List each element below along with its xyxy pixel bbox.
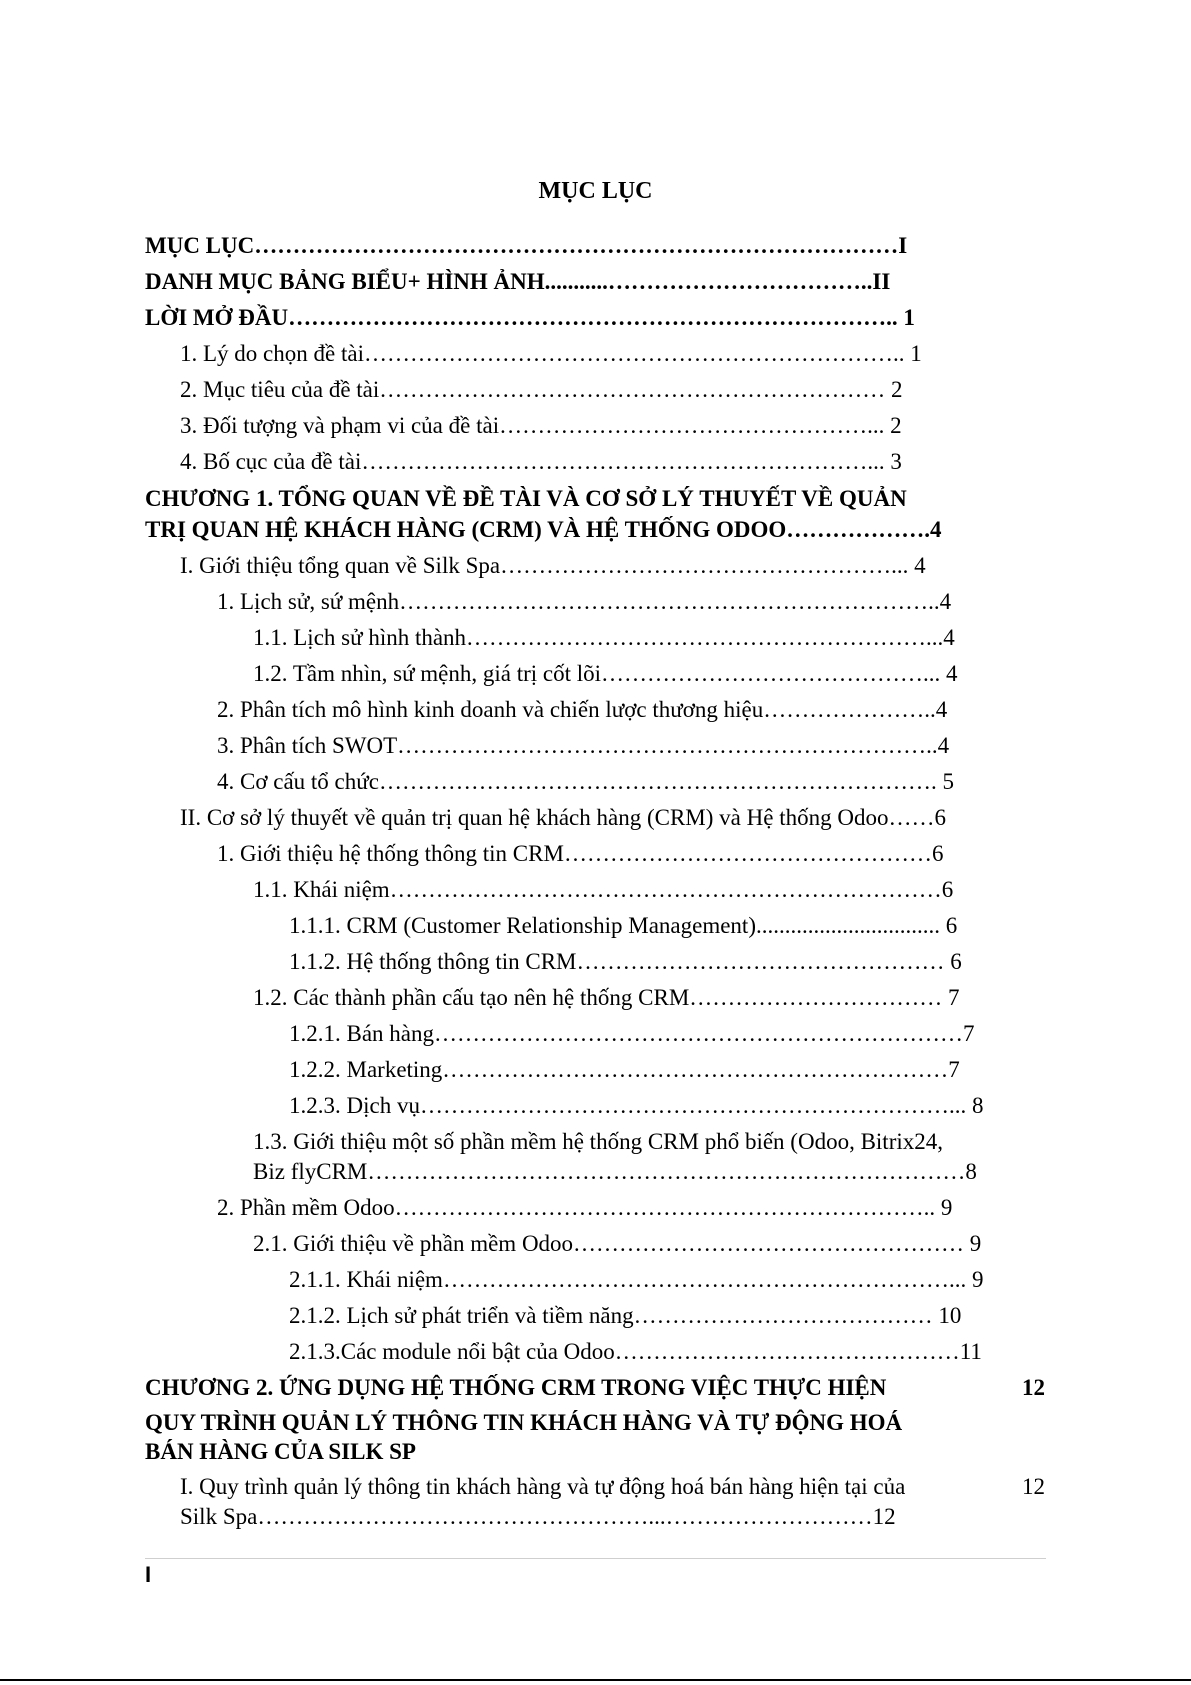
toc-entry-II-1-1-1[interactable]: 1.1.1. CRM (Customer Relationship Management)................................ 6	[289, 913, 958, 938]
toc-entry-II[interactable]: II. Cơ sở lý thuyết về quản trị quan hệ khách hàng (CRM) và Hệ thống Odoo……6	[180, 805, 946, 830]
toc-chapter-1-line1[interactable]: CHƯƠNG 1. TỔNG QUAN VỀ ĐỀ TÀI VÀ CƠ SỞ LÝ THUYẾT VỀ QUẢN	[145, 486, 907, 511]
toc-chapter-2-line2[interactable]: QUY TRÌNH QUẢN LÝ THÔNG TIN KHÁCH HÀNG VÀ TỰ ĐỘNG HOÁ	[145, 1410, 903, 1435]
toc-entry-II-1-1-2[interactable]: 1.1.2. Hệ thống thông tin CRM………………………………………… 6	[289, 949, 962, 974]
toc-entry-I-1-1[interactable]: 1.1. Lịch sử hình thành……………………………………………………...4	[253, 625, 955, 650]
toc-entry-II-1-1[interactable]: 1.1. Khái niệm………………………………………………………………6	[253, 877, 954, 902]
toc-entry-II-2[interactable]: 2. Phần mềm Odoo…………………………………………………………….. 9	[217, 1195, 953, 1220]
toc-chapter-2-line1[interactable]: CHƯƠNG 2. ỨNG DỤNG HỆ THỐNG CRM TRONG VIỆC THỰC HIỆN	[145, 1375, 887, 1400]
toc-entry-II-1-3-line1[interactable]: 1.3. Giới thiệu một số phần mềm hệ thống CRM phổ biến (Odoo, Bitrix24,	[253, 1129, 943, 1154]
toc-entry-II-1-2-2[interactable]: 1.2.2. Marketing…………………………………………………………7	[289, 1057, 960, 1082]
toc-entry-I-3[interactable]: 3. Phân tích SWOT……………………………………………………………..4	[217, 733, 950, 758]
toc-entry-II-2-1-1[interactable]: 2.1.1. Khái niệm…………………………………………………………... 9	[289, 1267, 984, 1292]
toc-entry-II-2-1[interactable]: 2.1. Giới thiệu về phần mềm Odoo…………………………………………… 9	[253, 1231, 982, 1256]
toc-entry-II-1[interactable]: 1. Giới thiệu hệ thống thông tin CRM…………………………………………6	[217, 841, 944, 866]
toc-chapter-1-line2[interactable]: TRỊ QUAN HỆ KHÁCH HÀNG (CRM) VÀ HỆ THỐNG ODOO……………….4	[145, 517, 942, 542]
page-bottom-edge	[0, 1679, 1191, 1681]
toc-entry-4[interactable]: 4. Bố cục của đề tài…………………………………………………………... 3	[180, 449, 902, 474]
toc-entry-II-1-2[interactable]: 1.2. Các thành phần cấu tạo nên hệ thống CRM…………………………… 7	[253, 985, 960, 1010]
toc-entry-I-2[interactable]: 2. Phân tích mô hình kinh doanh và chiến lược thương hiệu…………………..4	[217, 697, 948, 722]
toc-entry-ch2-I-line1[interactable]: I. Quy trình quản lý thông tin khách hàng và tự động hoá bán hàng hiện tại của	[180, 1474, 906, 1499]
toc-entry-II-1-2-3[interactable]: 1.2.3. Dịch vụ……………………………………………………………... 8	[289, 1093, 984, 1118]
toc-entry-2[interactable]: 2. Mục tiêu của đề tài………………………………………………………… 2	[180, 377, 903, 402]
toc-entry-ch2-I-line2[interactable]: Silk Spa……………………………………………...………………………12	[180, 1504, 896, 1529]
page-number: I	[145, 1562, 152, 1587]
toc-entry-3[interactable]: 3. Đối tượng và phạm vi của đề tài…………………………………………... 2	[180, 413, 902, 438]
toc-chapter-2-line3[interactable]: BÁN HÀNG CỦA SILK SP	[145, 1439, 416, 1464]
toc-entry-loi-mo-dau[interactable]: LỜI MỞ ĐẦU…………………………………………………………………….. 1	[145, 305, 915, 330]
toc-entry-I-1[interactable]: 1. Lịch sử, sứ mệnh……………………………………………………………..4	[217, 589, 952, 614]
page-title: MỤC LỤC	[538, 178, 653, 204]
toc-entry-I-1-2[interactable]: 1.2. Tầm nhìn, sứ mệnh, giá trị cốt lõi……………………………………... 4	[253, 661, 958, 686]
toc-entry-II-2-1-2[interactable]: 2.1.2. Lịch sử phát triển và tiềm năng………………………………… 10	[289, 1303, 962, 1328]
toc-entry-II-1-3-line2[interactable]: Biz flyCRM……………………………………………………………………8	[253, 1159, 977, 1184]
toc-entry-1[interactable]: 1. Lý do chọn đề tài…………………………………………………………….. 1	[180, 341, 922, 366]
toc-entry-I[interactable]: I. Giới thiệu tổng quan về Silk Spa……………………………………………... 4	[180, 553, 926, 578]
toc-entry-muc-luc[interactable]: MỤC LỤC…………………………………………………………………………I	[145, 233, 908, 258]
toc-entry-II-2-1-3[interactable]: 2.1.3.Các module nổi bật của Odoo………………………………………11	[289, 1339, 982, 1364]
toc-entry-ch2-I-page: 12	[1022, 1474, 1045, 1499]
toc-chapter-2-page: 12	[1022, 1375, 1045, 1400]
toc-entry-I-4[interactable]: 4. Cơ cấu tổ chức………………………………………………………………. 5	[217, 769, 954, 794]
toc-entry-danh-muc[interactable]: DANH MỤC BẢNG BIỂU+ HÌNH ẢNH...........……………………………..II	[145, 269, 891, 294]
toc-entry-II-1-2-1[interactable]: 1.2.1. Bán hàng……………………………………………………………7	[289, 1021, 975, 1046]
footer-divider	[145, 1558, 1046, 1559]
